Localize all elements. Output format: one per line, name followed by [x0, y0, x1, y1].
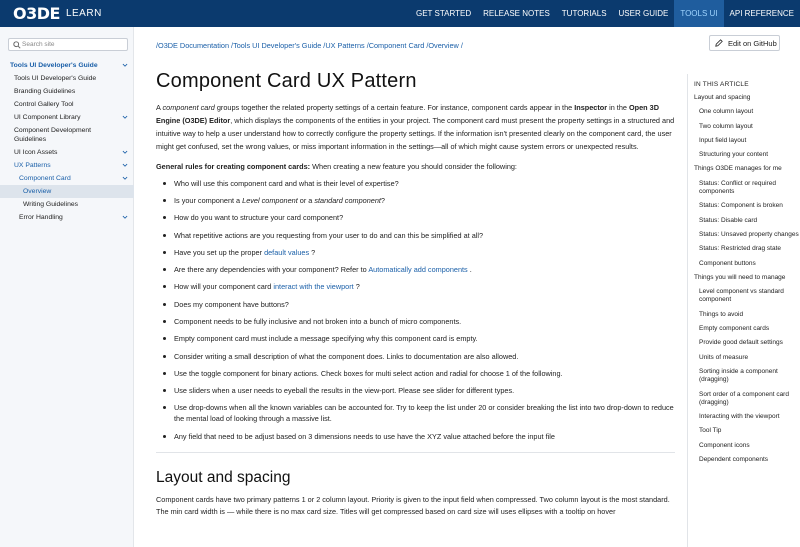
list-item-text: Have you set up the proper: [174, 247, 265, 257]
sidebar-item-label: Component Development Guidelines: [14, 127, 92, 143]
chevron-down-icon[interactable]: [122, 162, 128, 168]
toc-link[interactable]: Status: Unsaved property changes: [699, 230, 799, 238]
top-nav-tools-ui[interactable]: TOOLS UI: [674, 0, 723, 27]
toc-link[interactable]: Sort order of a component card (dragging): [699, 390, 789, 406]
toc-link[interactable]: Things O3DE manages for me: [694, 165, 782, 173]
toc-link[interactable]: Interacting with the viewport: [699, 413, 780, 421]
list-item-text: Use the toggle component for binary actions. Check boxes for multi select action and radial for choose 1 of the following.: [174, 368, 563, 378]
toc-link[interactable]: Sorting inside a component (dragging): [699, 367, 778, 384]
toc-link[interactable]: Status: Disable card: [699, 216, 758, 224]
list-item-text: ?: [309, 247, 316, 257]
toc-link[interactable]: Status: Conflict or required components: [699, 179, 776, 196]
toc-link[interactable]: Things you will need to manage: [694, 273, 786, 281]
pencil-icon: [715, 39, 723, 47]
top-nav-tutorials[interactable]: TUTORIALS: [561, 9, 607, 18]
breadcrumb-separator: /: [364, 41, 369, 50]
breadcrumb-link[interactable]: Overview: [428, 41, 459, 50]
logo-mark: O3DE: [13, 4, 60, 23]
breadcrumb-separator: /: [156, 41, 159, 50]
sidebar-item[interactable]: [0, 98, 134, 111]
list-item: [156, 316, 675, 327]
toc-link[interactable]: Structuring your content: [699, 151, 769, 159]
sidebar-item-label: Overview: [23, 188, 52, 195]
sidebar-item-label: Tools UI Developer's Guide: [10, 62, 98, 69]
list-item-text: or a: [297, 195, 315, 205]
list-item-text: ?: [380, 195, 385, 205]
list-item-text: Use sliders when a user needs to eyeball the results in the view-port. Please see slider for different types.: [174, 386, 515, 396]
top-navigation-bar: [0, 0, 800, 27]
breadcrumb-link[interactable]: Tools UI Developer's Guide: [233, 41, 322, 50]
sidebar-nav-tree: [0, 59, 134, 224]
list-item-text: Use drop-downs when all the known variables can be accounted for. Try to keep the list under 20 or consider breaking the list into two drop-down to reduce the mental load of looking through a massive list.: [174, 403, 674, 424]
page-title: Component Card UX Pattern: [156, 70, 417, 92]
sidebar-item-label: Error Handling: [19, 214, 63, 221]
list-item-link[interactable]: default values: [264, 247, 310, 257]
sidebar-item-label: Tools UI Developer's Guide: [14, 75, 97, 82]
list-item: [156, 212, 675, 223]
toc-link[interactable]: Provide good default settings: [699, 339, 783, 347]
list-item-text: Any field that need to be adjust based on 3 dimensions needs to use have the XYZ value attached before the input file: [174, 431, 555, 441]
chevron-down-icon[interactable]: [122, 114, 128, 120]
general-rules-label: General rules for creating component cards:: [156, 161, 311, 171]
list-item-text: Who will use this component card and what is their level of expertise?: [174, 178, 399, 188]
table-of-contents: [687, 74, 800, 547]
toc-link[interactable]: Input field layout: [699, 136, 747, 144]
list-item-text: Does my component have buttons?: [174, 299, 289, 309]
list-item-text: ?: [353, 282, 360, 292]
sidebar-item-label: UI Component Library: [14, 114, 81, 121]
sidebar-item-label: Component Card: [19, 175, 71, 182]
general-rules-text: When creating a new feature you should consider the following:: [310, 161, 517, 171]
intro-text: in the: [607, 103, 629, 112]
breadcrumb: [156, 41, 463, 50]
considerations-list: [156, 178, 675, 442]
intro-text: groups together the related property settings of a certain feature. For instance, component cards appear in the: [214, 103, 575, 112]
search-input[interactable]: [22, 39, 126, 50]
top-nav-release-notes[interactable]: RELEASE NOTES: [483, 9, 550, 18]
intro-term-component-card: component card: [162, 103, 215, 112]
intro-paragraph: [156, 102, 675, 154]
list-item: [156, 264, 675, 275]
list-item-text: What repetitive actions are you requesting from your user to do and can this be simplified at all?: [174, 230, 484, 240]
list-item-link[interactable]: interact with the viewport: [273, 282, 354, 292]
sidebar-item[interactable]: [0, 124, 134, 146]
top-nav-api-reference[interactable]: API REFERENCE: [729, 9, 794, 18]
toc-link[interactable]: Tool Tip: [699, 427, 722, 435]
sidebar-item[interactable]: [0, 85, 134, 98]
sidebar-item-label: UI Icon Assets: [14, 149, 58, 156]
toc-link[interactable]: Component icons: [699, 441, 750, 449]
main-content: [156, 70, 675, 519]
toc-link[interactable]: Layout and spacing: [694, 94, 751, 101]
toc-link[interactable]: Level component vs standard component: [699, 288, 784, 304]
section-divider: [156, 452, 675, 453]
list-item-term: standard component: [314, 195, 381, 205]
edit-on-github-button[interactable]: [709, 35, 780, 51]
chevron-down-icon[interactable]: [122, 175, 128, 181]
list-item-text: Component needs to be fully inclusive and not broken into a bunch of micro components.: [174, 317, 462, 326]
list-item-text: How will your component card: [174, 282, 274, 292]
search-icon: [13, 41, 21, 49]
edit-on-github-label: Edit on GitHub: [728, 38, 777, 48]
toc-link[interactable]: Things to avoid: [699, 310, 744, 318]
section-heading-layout-and-spacing: Layout and spacing: [156, 468, 291, 486]
intro-term-inspector: Inspector: [574, 103, 608, 112]
list-item-text: Are there any dependencies with your component? Refer to: [174, 265, 369, 275]
list-item: [156, 431, 675, 442]
list-item: [156, 178, 675, 189]
sidebar-item[interactable]: [0, 198, 134, 211]
list-item: [156, 195, 675, 206]
breadcrumb-link[interactable]: Component Card: [368, 41, 425, 50]
list-item: [156, 402, 675, 424]
intro-text: , which displays the components of the entities in your project. The component card must present the property settings in a structured and intuitive way to help a user understand how to correctly configure the property settings. If the information isn't presented clearly on the component card, the user might get confused, set the wrong values, or miss important information in the settings—all of which might cause system errors or unexpected results.: [156, 115, 675, 151]
list-item: [156, 299, 675, 310]
intro-term-editor: Open 3D Engine (O3DE) Editor: [156, 103, 659, 125]
sidebar-item[interactable]: [0, 172, 134, 185]
breadcrumb-separator: /: [321, 41, 326, 50]
list-item: [156, 230, 675, 241]
sidebar-item[interactable]: [0, 185, 134, 198]
list-item: [156, 281, 675, 292]
chevron-down-icon[interactable]: [122, 62, 128, 68]
toc-link[interactable]: Units of measure: [699, 353, 749, 361]
sidebar-item-label: Branding Guidelines: [14, 88, 76, 95]
breadcrumb-separator: /: [229, 41, 234, 50]
toc-title: IN THIS ARTICLE: [694, 81, 749, 88]
sidebar-item[interactable]: [0, 159, 134, 172]
left-sidebar: [0, 27, 134, 547]
sidebar-item[interactable]: [0, 211, 134, 224]
sidebar-item-label: Control Gallery Tool: [14, 101, 74, 108]
list-item: [156, 333, 675, 344]
list-item-text: Empty component card must include a message specifying why this component card is empty.: [174, 334, 478, 344]
sidebar-item[interactable]: [0, 59, 134, 72]
list-item: [156, 247, 675, 258]
top-nav-user-guide[interactable]: USER GUIDE: [618, 9, 669, 18]
toc-link[interactable]: Status: Component is broken: [699, 202, 783, 210]
list-item: [156, 368, 675, 379]
sidebar-item[interactable]: [0, 146, 134, 159]
o3de-learn-logo[interactable]: [13, 4, 102, 23]
toc-link[interactable]: One column layout: [699, 108, 754, 116]
list-item-text: Consider writing a small description of what the component does. Links to documentation are also allowed.: [174, 351, 519, 361]
logo-learn-label: LEARN: [65, 8, 102, 19]
list-item: [156, 351, 675, 362]
list-item-text: How do you want to structure your card component?: [174, 213, 344, 223]
chevron-down-icon[interactable]: [122, 149, 128, 155]
toc-link[interactable]: Component buttons: [699, 259, 756, 267]
toc-link[interactable]: Empty component cards: [699, 325, 770, 333]
breadcrumb-separator: /: [424, 41, 429, 50]
sidebar-item[interactable]: [0, 111, 134, 124]
top-nav-get-started[interactable]: GET STARTED: [415, 9, 472, 18]
list-item-term: Level component: [242, 195, 298, 205]
list-item-text: Is your component a: [174, 195, 243, 205]
breadcrumb-link[interactable]: O3DE Documentation: [158, 41, 230, 50]
sidebar-item-label: UX Patterns: [14, 162, 51, 169]
search-box[interactable]: [8, 38, 128, 51]
list-item: [156, 385, 675, 396]
toc-link[interactable]: Two column layout: [699, 122, 753, 130]
list-item-text: .: [467, 265, 472, 275]
breadcrumb-separator: /: [458, 41, 463, 50]
sidebar-item-label: Writing Guidelines: [23, 201, 79, 208]
toc-list: [694, 94, 800, 464]
chevron-down-icon[interactable]: [122, 214, 128, 220]
intro-text: A: [156, 103, 163, 112]
general-rules-paragraph: [156, 162, 675, 171]
list-item-link[interactable]: Automatically add components: [368, 265, 468, 275]
toc-link[interactable]: Status: Restricted drag state: [699, 245, 782, 253]
sidebar-item[interactable]: [0, 72, 134, 85]
layout-and-spacing-paragraph: Component cards have two primary patterns 1 or 2 column layout. Priority is given to the input field when compressed. Two column layout is the most standard. The min card width is — while there is no max card size. Titles will get compressed based on card size will uses ellipses with a tooltip on hover: [156, 494, 670, 517]
toc-link[interactable]: Dependent components: [699, 456, 769, 464]
breadcrumb-link[interactable]: UX Patterns: [325, 41, 365, 50]
top-nav-links: [410, 0, 800, 27]
